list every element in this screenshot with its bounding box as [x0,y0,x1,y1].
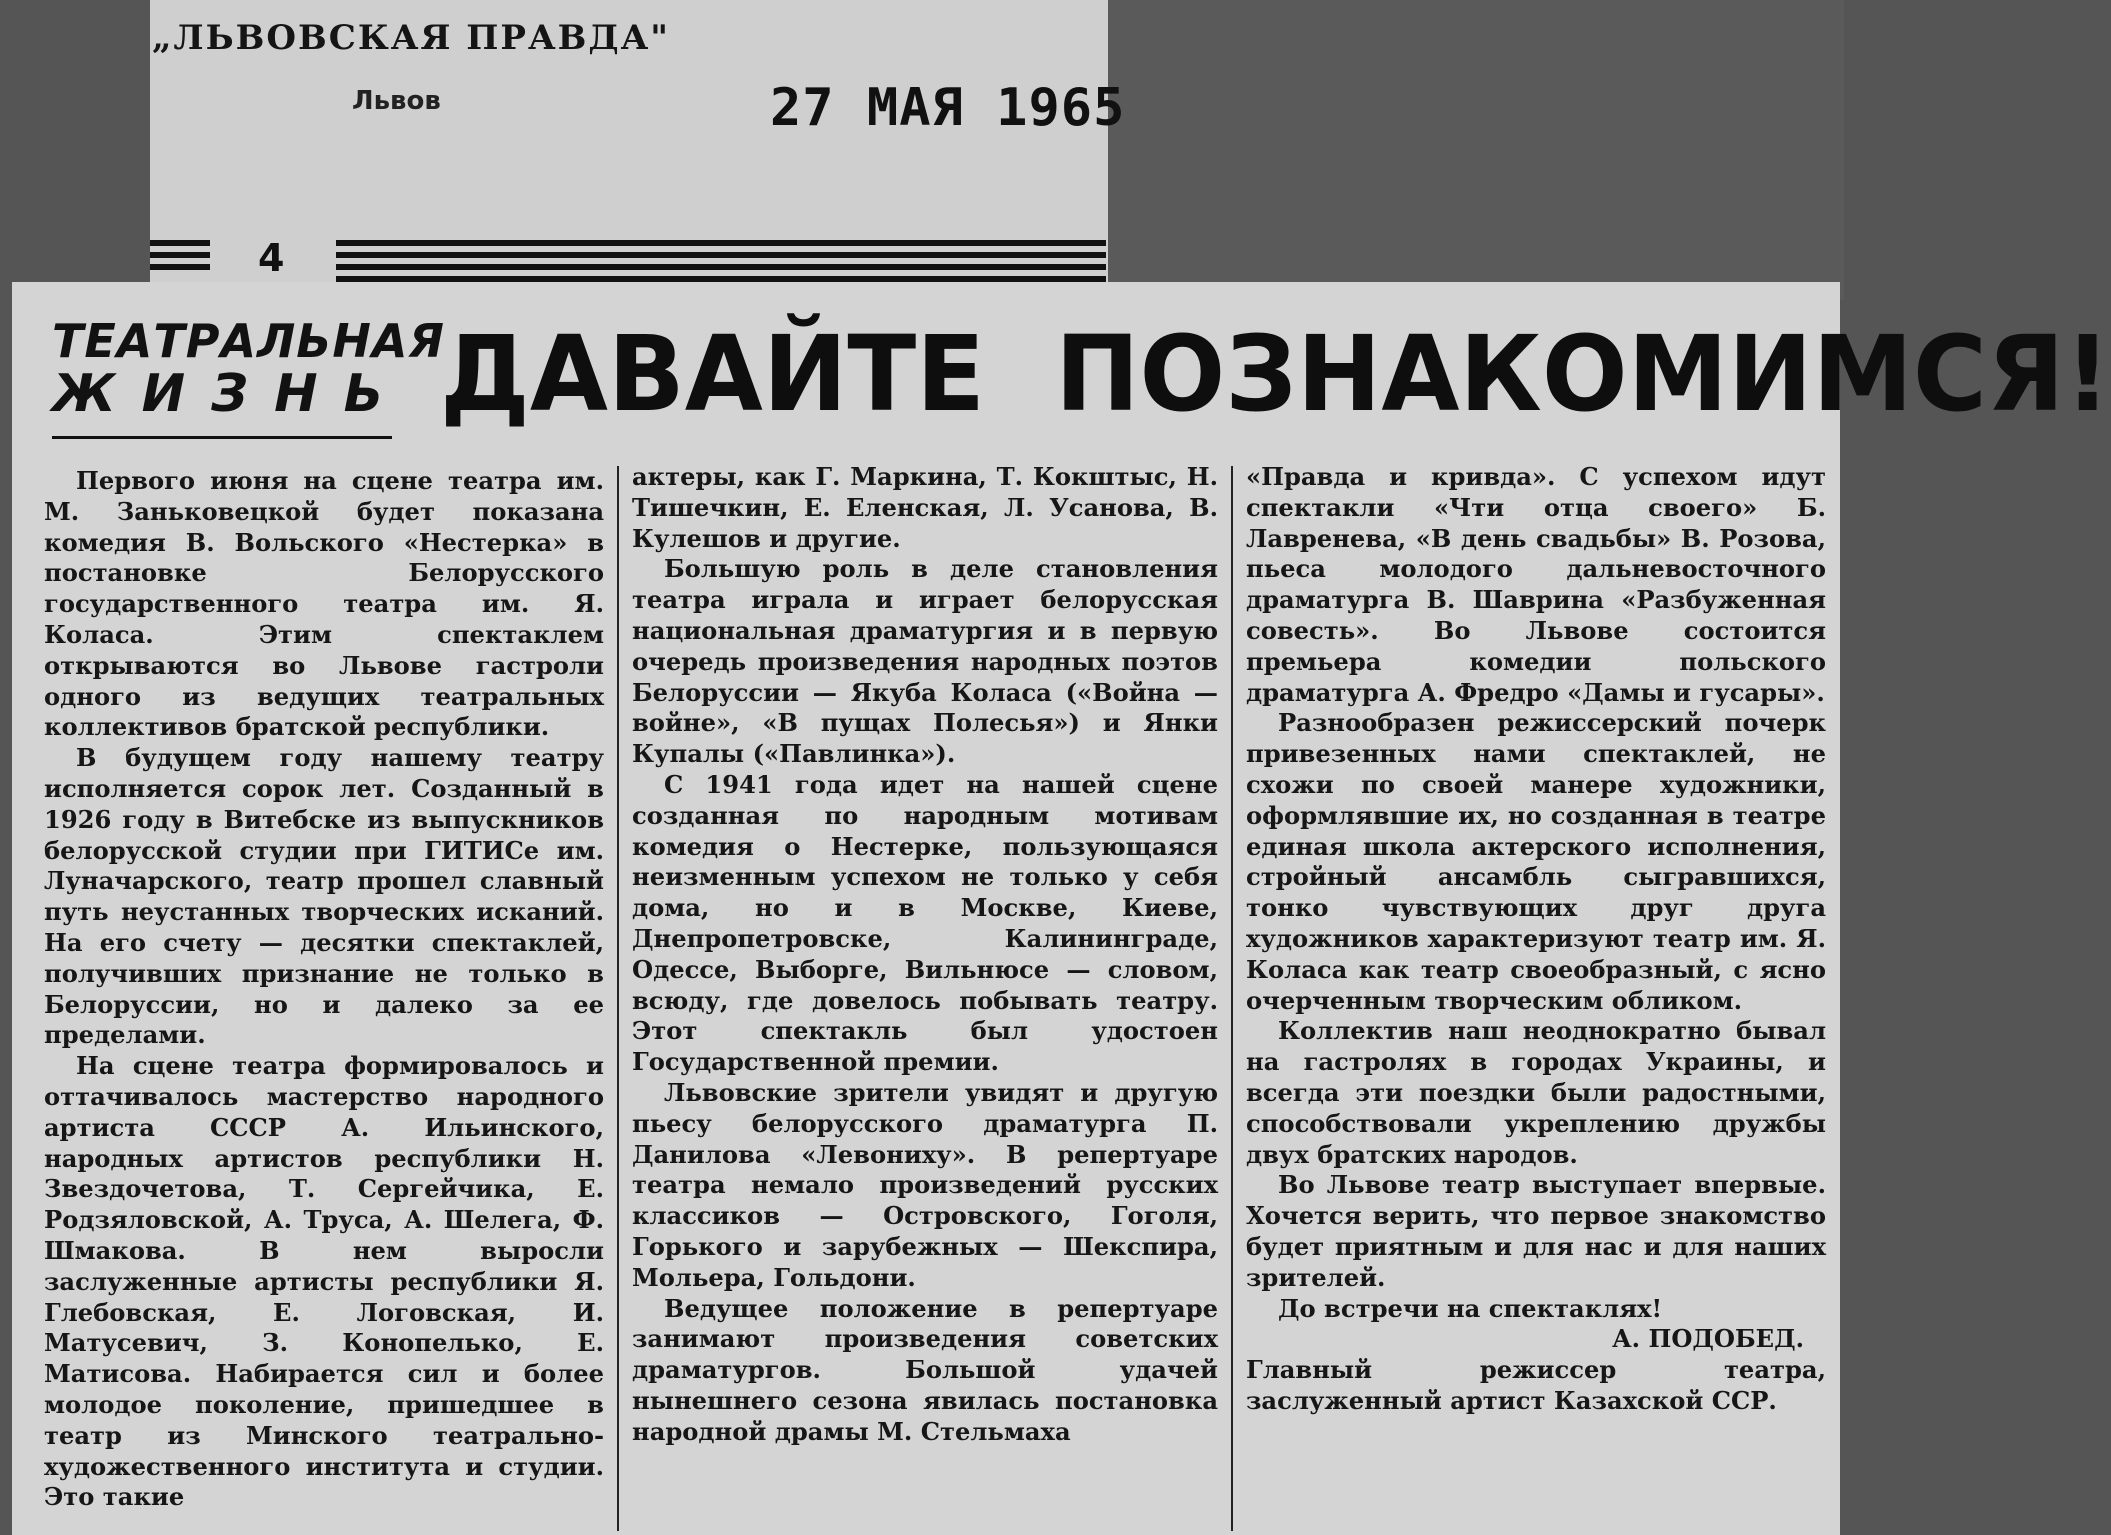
page-rule-left [150,252,210,258]
backing-card [1100,0,1844,300]
paragraph: На сцене театра формировалось и оттачивалось мастерство народного артиста СССР А. Ильинского, народных артистов республики Н. Звездочетова, Т. Сергейчика, Е. Родзяловской, А. Труса, А. Шелега, Ф. Шмакова. В нем выросли заслуженные артисты республики Я. Глебовская, Е. Логовская, И. Матусевич, З. Конопелько, Е. Матисова. Набирается сил и более молодое поколение, пришедшее в театр из Минского театрально-художественного института и студии. Это такие [44,1051,604,1512]
page-rule-right [336,264,1106,270]
rubric-underline [52,436,392,439]
paragraph: актеры, как Г. Маркина, Т. Кокштыс, Н. Тишечкин, Е. Еленская, Л. Усанова, В. Кулешов и другие. [632,462,1218,553]
page-rule-right [336,252,1106,258]
paragraph: До встречи на спектаклях! [1278,1293,1663,1323]
author-title: Главный режиссер театра, заслуженный артист Казахской ССР. [1246,1355,1826,1415]
column-divider [1231,466,1233,1531]
page-number: 4 [258,236,285,280]
paragraph: Ведущее положение в репертуаре занимают произведения советских драматургов. Большой удачей нынешнего сезона явилась постановка народной драмы М. Стельмаха [632,1293,1218,1446]
newspaper-city: Львов [352,86,441,116]
paragraph: Коллектив наш неоднократно бывал на гастролях в городах Украины, и всегда эти поездки были радостными, способствовали укреплению дружбы двух братских народов. [1246,1016,1826,1169]
rubric-line-2: ЖИЗНЬ [52,364,410,424]
paragraph: С 1941 года идет на нашей сцене созданная по народным мотивам комедия о Нестерке, пользующаяся неизменным успехом не только у себя дома, но и в Москве, Киеве, Днепропетровске, Калининграде, Одессе, Выборге, Вильнюсе — словом, всюду, где довелось побывать театру. Этот спектакль был удостоен Государственной премии. [632,769,1218,1077]
page-rule-right [336,240,1106,246]
newspaper-name: „ЛЬВОВСКАЯ ПРАВДА" [152,18,671,58]
article-column-1 [44,466,604,1513]
column-divider [617,466,619,1531]
article-column-3 [1246,462,1826,1417]
paragraph: Большую роль в деле становления театра играла и играет белорусская национальная драматургия и в первую очередь произведения народных поэтов Белоруссии — Якуба Коласа («Война — войне», «В пущах Полесья») и Янки Купалы («Павлинка»). [632,554,1218,769]
author-signature: А. ПОДОБЕД. [1611,1324,1804,1354]
page-rule-left [150,264,210,270]
paragraph: «Правда и кривда». С успехом идут спектакли «Чти отца своего» Б. Лавренева, «В день свадьбы» В. Розова, пьеса молодого дальневосточного драматурга В. Шаврина «Разбуженная совесть». Во Львове состоится премьера комедии польского драматурга А. Фредро «Дамы и гусары». [1246,462,1826,707]
paragraph: Первого июня на сцене театра им. М. Заньковецкой будет показана комедия В. Вольского «Нестерка» в постановке Белорусского государственного театра им. Я. Коласа. Этим спектаклем открываются во Львове гастроли одного из ведущих театральных коллективов братской республики. [44,466,604,742]
page-rule-left [150,240,210,246]
rubric-line-1: ТЕАТРАЛЬНАЯ [52,314,445,368]
rubric [52,314,445,424]
paragraph: Во Львове театр выступает впервые. Хочется верить, что первое знакомство будет приятным и для нас и для наших зрителей. [1246,1170,1826,1292]
issue-date-stamp: 27 МАЯ 1965 [770,78,1126,138]
article-column-2 [632,462,1218,1448]
article-headline: ДАВАЙТЕ ПОЗНАКОМИМСЯ! [440,313,2111,435]
paragraph: В будущем году нашему театру исполняется сорок лет. Созданный в 1926 году в Витебске из выпускников белорусской студии при ГИТИСе им. Луначарского, театр прошел славный путь неустанных творческих исканий. На его счету — десятки спектаклей, получивших признание не только в Белоруссии, но и далеко за ее пределами. [44,743,604,1050]
paragraph: Разнообразен режиссерский почерк привезенных нами спектаклей, не схожи по своей манере художники, оформлявшие их, но созданная в театре единая школа актерского исполнения, стройный ансамбль сыгравшихся, тонко чувствующих друг друга художников характеризуют театр им. Я. Коласа как театр своеобразный, с ясно очерченным творческим обликом. [1246,708,1826,1015]
paragraph: Львовские зрители увидят и другую пьесу белорусского драматурга П. Данилова «Левониху». В репертуаре театра немало произведений русских классиков — Островского, Гоголя, Горького и зарубежных — Шекспира, Мольера, Гольдони. [632,1077,1218,1292]
